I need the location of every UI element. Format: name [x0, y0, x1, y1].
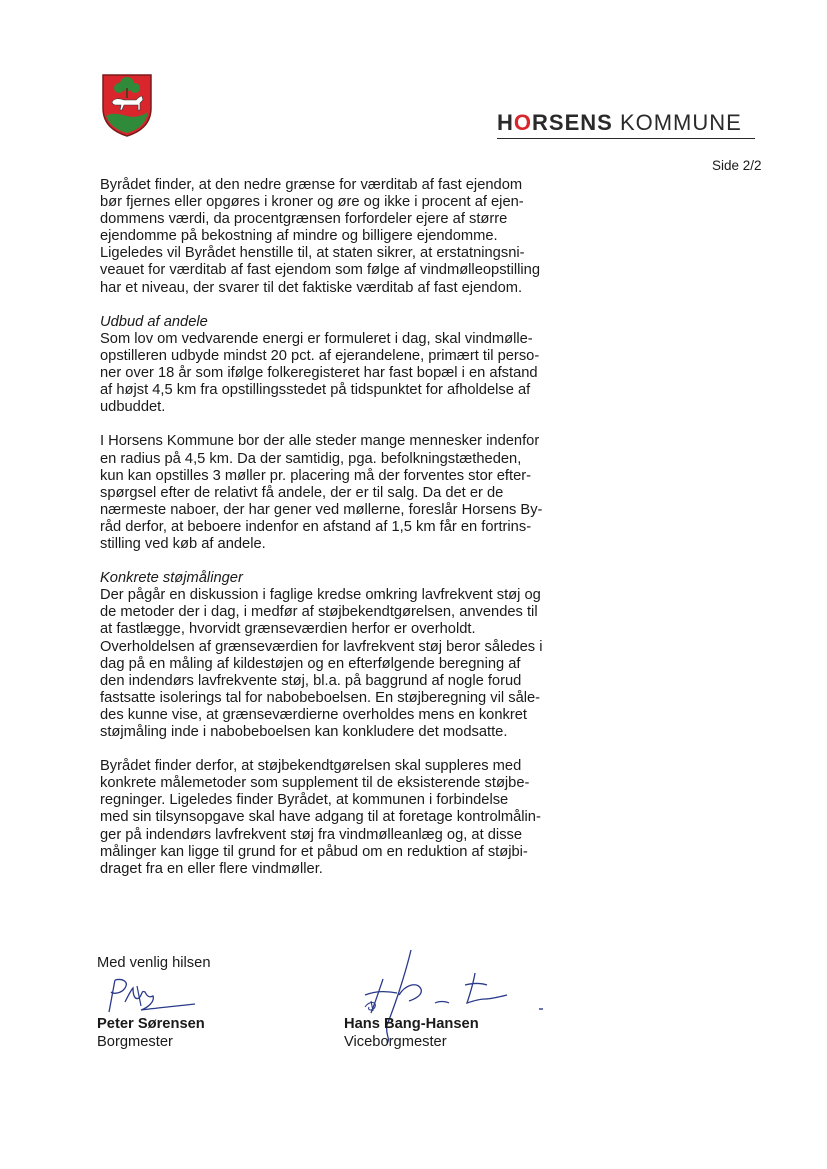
- text-line: målinger kan ligge til grund for et påbud om en reduktion af støjbi-: [100, 843, 528, 860]
- text-line: veauet for værditab af fast ejendom som følge af vindmølleopstilling: [100, 262, 541, 279]
- text-line: har et niveau, der svarer til det faktiske værditab af fast ejendom.: [100, 279, 523, 296]
- text-line: Som lov om vedvarende energi er formuleret i dag, skal vindmølle-: [100, 330, 533, 347]
- text-line: draget fra en eller flere vindmøller.: [100, 860, 323, 877]
- text-line: den indendørs lavfrekvente støj, bl.a. på baggrund af nogle forud: [100, 672, 522, 689]
- signatory-name: Hans Bang-Hansen: [344, 1016, 479, 1032]
- brand-wordmark: [497, 110, 742, 136]
- signatory-title: Viceborgmester: [344, 1034, 447, 1050]
- text-line: konkrete målemetoder som supplement til de eksisterende støjbe-: [100, 775, 530, 792]
- text-line: at fastlægge, hvorvidt grænseværdien herfor er overholdt.: [100, 621, 476, 638]
- horsens-crest-icon: [100, 72, 154, 138]
- text-line: med sin tilsynsopgave skal have adgang til at foretage kontrolmålin-: [100, 809, 541, 826]
- brand-part2: RSENS: [532, 110, 613, 135]
- signatory-left: [97, 1015, 205, 1051]
- text-line: ger på indendørs lavfrekvent støj fra vindmølleanlæg og, at disse: [100, 826, 523, 843]
- text-line: Der pågår en diskussion i faglige kredse omkring lavfrekvent støj og: [100, 587, 541, 604]
- text-line: dommens værdi, da procentgrænsen forfordeler ejere af større: [100, 211, 508, 228]
- text-line: udbuddet.: [100, 399, 166, 416]
- text-line: råd derfor, at beboere indenfor en afstand af 1,5 km får en fortrins-: [100, 518, 532, 535]
- text-line: Byrådet finder, at den nedre grænse for værditab af fast ejendom: [100, 177, 523, 193]
- text-line: regninger. Ligeledes finder Byrådet, at kommunen i forbindelse: [100, 792, 509, 809]
- signatory-name: Peter Sørensen: [97, 1016, 205, 1032]
- text-line: kun kan opstilles 3 møller pr. placering må der forventes stor efter-: [100, 467, 532, 484]
- text-line: ejendomme på bekostning af mindre og billigere ejendomme.: [100, 228, 498, 245]
- text-line: fastsatte isolerings tal for nabobeboelsen. En støjberegning vil såle-: [100, 689, 541, 706]
- signatory-right: [344, 1015, 479, 1051]
- text-line: Overholdelsen af grænseværdien for lavfrekvent støj beror således i: [100, 638, 543, 655]
- closing-greeting: Med venlig hilsen: [97, 955, 211, 971]
- text-line: spørgsel efter de relativt få andele, der er til salg. Da det er de: [100, 484, 504, 501]
- text-line: af højst 4,5 km fra opstillingsstedet på tidspunktet for afholdelse af: [100, 382, 531, 399]
- section-heading-stoj: Konkrete støjmålinger: [100, 570, 243, 587]
- page-number: Side 2/2: [712, 158, 762, 173]
- text-line: nærmeste naboer, der har gener ved møllerne, foreslår Horsens By-: [100, 501, 543, 518]
- text-line: I Horsens Kommune bor der alle steder mange mennesker indenfor: [100, 433, 540, 450]
- text-line: des kunne vise, at grænseværdierne overholdes mens en konkret: [100, 706, 527, 723]
- text-line: dag på en måling af kildestøjen og en efterfølgende beregning af: [100, 655, 521, 672]
- letter-body: [100, 177, 580, 878]
- text-line: opstilleren udbyde mindst 20 pct. af ejerandelene, primært til perso-: [100, 347, 540, 364]
- text-line: bør fjernes eller opgøres i kroner og øre og ikke i procent af ejen-: [100, 194, 524, 211]
- brand-o-letter: O: [513, 110, 533, 135]
- brand-part3: KOMMUNE: [619, 110, 742, 135]
- header-rule: [497, 138, 755, 139]
- brand-part1: H: [497, 110, 514, 135]
- section-heading-udbud: Udbud af andele: [100, 313, 208, 330]
- text-line: de metoder der i dag, i medfør af støjbekendtgørelsen, anvendes til: [100, 604, 538, 621]
- text-line: en radius på 4,5 km. Da der samtidig, pga. befolkningstætheden,: [100, 450, 522, 467]
- text-line: ner over 18 år som ifølge folkeregisteret har fast bopæl i en afstand: [100, 365, 538, 382]
- text-line: Ligeledes vil Byrådet henstille til, at staten sikrer, at erstatningsni-: [100, 245, 525, 262]
- text-line: stilling ved køb af andele.: [100, 535, 266, 552]
- text-line: Byrådet finder derfor, at støjbekendtgørelsen skal suppleres med: [100, 758, 522, 775]
- signatory-title: Borgmester: [97, 1034, 173, 1050]
- text-line: støjmåling inde i nabobeboelsen kan konkludere det modsatte.: [100, 724, 508, 740]
